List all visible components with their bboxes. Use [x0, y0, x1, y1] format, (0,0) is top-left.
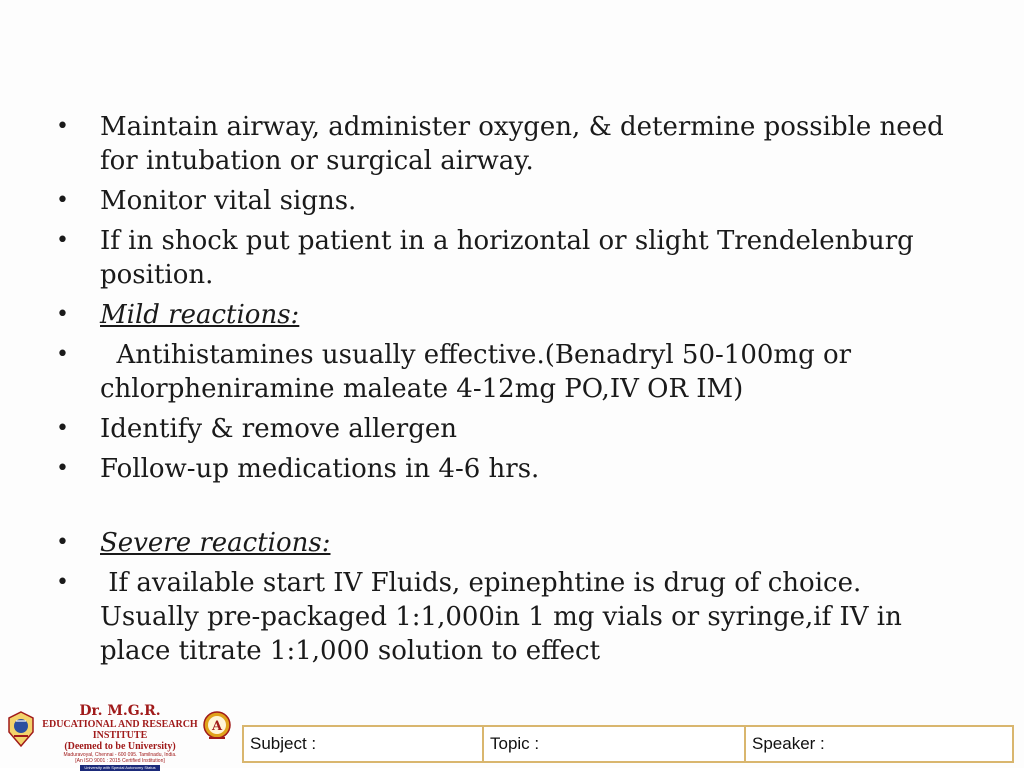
- bullet-dot: •: [56, 114, 69, 139]
- bullet-text: Monitor vital signs.: [100, 186, 357, 216]
- bullet-dot: •: [56, 342, 69, 367]
- bullet-text: Maintain airway, administer oxygen, & determine possible need for intubation or surgical airway.: [100, 112, 944, 176]
- bullet-dot: •: [56, 188, 69, 213]
- bullet-item: [56, 452, 956, 486]
- logo-tagline: (Deemed to be University): [64, 741, 176, 752]
- bullet-item: [56, 566, 956, 668]
- speaker-label: Speaker :: [752, 734, 825, 753]
- bullet-dot: •: [56, 530, 69, 555]
- subject-field: [244, 727, 484, 761]
- bullet-item: [56, 184, 956, 218]
- logo-address: Maduravoyal, Chennai - 600 095. Tamilnadu, India.: [63, 752, 177, 758]
- bullet-dot: •: [56, 302, 69, 327]
- bullet-text: Severe reactions:: [100, 528, 331, 558]
- slide-info-bar: [242, 725, 1014, 763]
- mild-reactions-heading: [56, 298, 956, 332]
- bullet-dot: •: [56, 228, 69, 253]
- institute-logo: [6, 702, 232, 770]
- bullet-dot: •: [56, 456, 69, 481]
- bullet-text: Identify & remove allergen: [100, 414, 457, 444]
- slide-footer: [0, 698, 1024, 768]
- institute-emblem-icon: [6, 710, 36, 748]
- bullet-text: Antihistamines usually effective.(Benadryl 50-100mg or chlorpheniramine maleate 4-12mg PO,IV OR IM): [100, 340, 860, 404]
- grade-badge-icon: [202, 710, 232, 744]
- logo-subtitle: EDUCATIONAL AND RESEARCH INSTITUTE: [42, 719, 198, 741]
- bullet-dot: •: [56, 416, 69, 441]
- topic-field: [484, 727, 746, 761]
- subject-label: Subject :: [250, 734, 317, 753]
- topic-label: Topic :: [490, 734, 540, 753]
- bullet-item: [56, 224, 956, 292]
- logo-status: University with Special Autonomy Status: [80, 765, 160, 771]
- bullet-item: [56, 412, 956, 446]
- severe-reactions-heading: [56, 526, 956, 560]
- speaker-field: [746, 727, 1012, 761]
- grade-badge-letter: A: [211, 719, 223, 734]
- logo-certification: [An ISO 9001 : 2015 Certified Institution]: [75, 758, 165, 764]
- bullet-text: If in shock put patient in a horizontal or slight Trendelenburg position.: [100, 226, 914, 290]
- bullet-list: [56, 110, 956, 674]
- logo-title: Dr. M.G.R.: [79, 703, 161, 719]
- logo-text-block: [38, 704, 202, 771]
- bullet-text: Mild reactions:: [100, 300, 300, 330]
- bullet-item: [56, 338, 956, 406]
- bullet-dot: •: [56, 570, 69, 595]
- bullet-item: [56, 110, 956, 178]
- spacer: [56, 492, 956, 526]
- bullet-text: If available start IV Fluids, epinephtine is drug of choice. Usually pre-packaged 1:1,000in 1 mg vials or syringe,if IV in place titrate 1:1,000 solution to effect: [100, 568, 911, 666]
- bullet-text: Follow-up medications in 4-6 hrs.: [100, 454, 540, 484]
